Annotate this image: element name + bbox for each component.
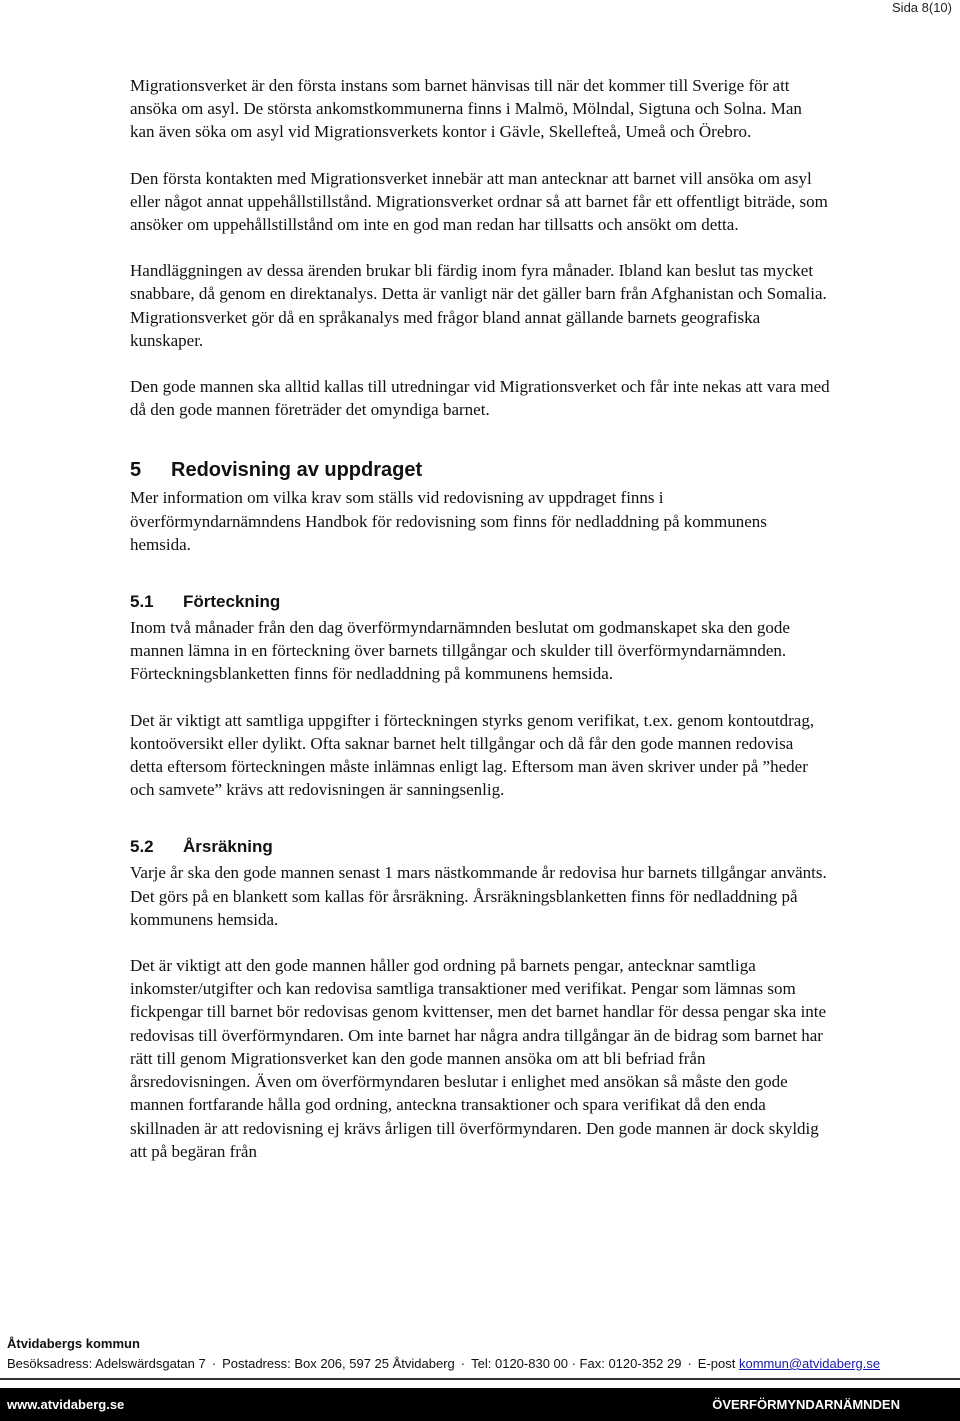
footer-email-label: E-post (697, 1356, 736, 1371)
paragraph: Det är viktigt att samtliga uppgifter i förteckningen styrks genom verifikat, t.ex. genom kontoutdrag, kontoöversikt eller dylikt. Ofta saknar barnet helt tillgångar och då får den gode mannen redovisa detta eftersom förteckningen måste inlämnas enligt lag. Eftersom man även skriver under på ”heder och samvete” krävs att redovisningen är sanningsenlig. (130, 710, 815, 800)
footer-website[interactable]: www.atvidaberg.se (7, 1397, 125, 1412)
section-number: 5 (130, 459, 142, 482)
section-number: 5.2 (130, 837, 154, 857)
page-number: Sida 8(10) (892, 0, 952, 15)
footer-visit-address: Besöksadress: Adelswärdsgatan 7 (7, 1356, 206, 1371)
footer-email-link[interactable]: kommun@atvidaberg.se (739, 1356, 881, 1371)
footer-department: ÖVERFÖRMYNDARNÄMNDEN (712, 1397, 900, 1412)
paragraph: Migrationsverket är den första instans som barnet hänvisas till när det kommer till Sverige för att ansöka om asyl. De största ankomstkommunerna finns i Malmö, Mölndal, Sigtuna och Solna. Man kan även söka om asyl vid Migrationsverkets kontor i Gävle, Skellefteå, Umeå och Örebro. (130, 76, 802, 142)
section-title: Årsräkning (183, 837, 273, 857)
section-title: Redovisning av uppdraget (171, 459, 423, 482)
paragraph: Den första kontakten med Migrationsverket innebär att man antecknar att barnet vill ansöka om asyl eller något annat uppehållstillstånd. Migrationsverket ordnar så att barnet får ett offentligt biträde, som ansöker om uppehållstillstånd om inte en god man redan har tillsatts och ansökt om detta. (130, 168, 828, 235)
footer-separator: · (460, 1356, 466, 1371)
paragraph: Handläggningen av dessa ärenden brukar bli färdig inom fyra månader. Ibland kan beslut tas mycket snabbare, då genom en direktanalys. Detta är vanligt när det gäller barn från Afghanistan och Somalia. Migrationsverket gör då en språkanalys med frågor bland annat gällande barnets geografiska kunskaper. (130, 261, 827, 350)
paragraph: Den gode mannen ska alltid kallas till utredningar vid Migrationsverket och får inte nekas att vara med då den gode mannen företräder det omyndiga barnet. (130, 377, 830, 420)
footer-postal-address: Postadress: Box 206, 597 25 Åtvidaberg (222, 1356, 455, 1371)
paragraph: Det är viktigt att den gode mannen håller god ordning på barnets pengar, antecknar samtliga inkomster/utgifter och kan redovisa samtliga transaktioner med verifikat. Pengar som lämnas som fickpengar till barnet bör redovisas genom kvittenser, men det barnet handlar för dessa pengar ska inte redovisas till överförmyndaren. Om inte barnet har några andra tillgångar än de bidrag som barnet har rätt till genom Migrationsverket kan den gode mannen ansöka om att bli befriad från årsredovisningen. Även om överförmyndaren beslutar i enlighet med ansökan så måste den gode mannen fortfarande hålla god ordning, anteckna transaktioner och spara verifikat då den enda skillnaden är att redovisning ej krävs årligen till överförmyndaren. Den gode mannen är dock skyldig att på begäran från (130, 956, 827, 1161)
footer-separator: · (687, 1356, 692, 1371)
paragraph: Mer information om vilka krav som ställs vid redovisning av uppdraget finns i överförmyndarnämndens Handbok för redovisning som finns för nedladdning på kommunens hemsida. (130, 488, 767, 554)
document-body (130, 74, 830, 1186)
footer-org-name: Åtvidabergs kommun (7, 1336, 140, 1351)
footer-contact-line (7, 1356, 880, 1371)
footer-divider (0, 1378, 960, 1380)
section-title: Förteckning (183, 592, 281, 612)
paragraph: Inom två månader från den dag överförmyndarnämnden beslutat om godmanskapet ska den gode mannen lämna in en förteckning över barnets tillgångar och skulder till överförmyndarnämnden. Förteckningsblanketten finns för nedladdning på kommunens hemsida. (130, 618, 790, 684)
footer-separator: · (211, 1356, 217, 1371)
section-heading-5 (130, 457, 830, 483)
footer-bar (0, 1388, 960, 1421)
section-number: 5.1 (130, 592, 154, 612)
section-heading-5-1 (130, 591, 830, 613)
footer-phone-fax: Tel: 0120-830 00 · Fax: 0120-352 29 (471, 1356, 682, 1371)
section-heading-5-2 (130, 836, 830, 858)
paragraph: Varje år ska den gode mannen senast 1 mars nästkommande år redovisa hur barnets tillgångar använts. Det görs på en blankett som kallas för årsräkning. Årsräkningsblanketten finns för nedladdning på kommunens hemsida. (130, 863, 827, 929)
